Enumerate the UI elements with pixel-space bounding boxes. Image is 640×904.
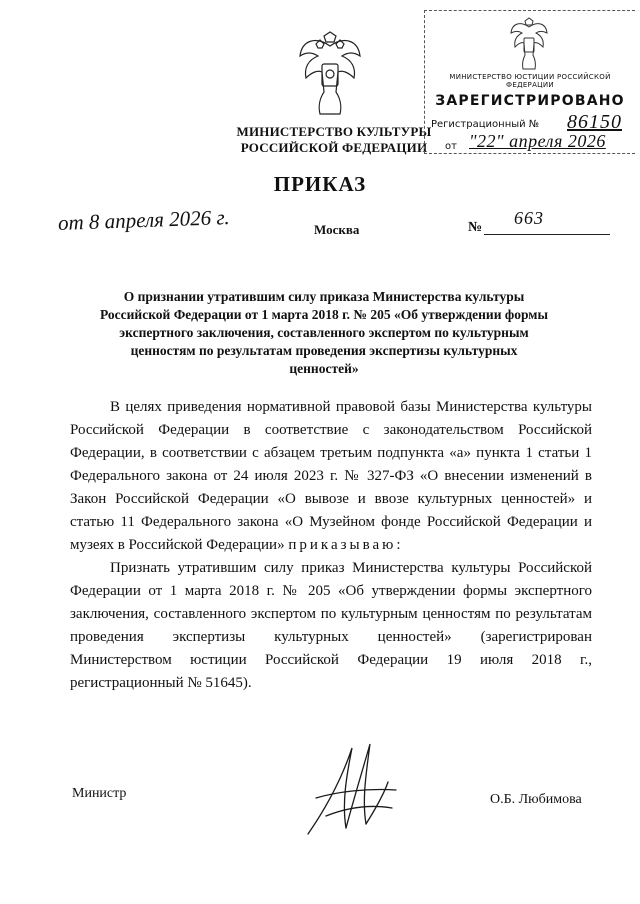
ministry-name-line-1: МИНИСТЕРСТВО КУЛЬТУРЫ: [236, 124, 432, 139]
stamp-registration-number: 86150: [567, 111, 622, 133]
stamp-registration-date: "22" апреля 2026: [469, 131, 606, 151]
document-body: [70, 396, 592, 695]
paragraph-1-text: В целях приведения нормативной правовой базы Министерства культуры Российской Федерации в соответствие с законодательством Российской Федерации, в соответствии с абзацем третьим подпункта «а» пункта 1 статьи 1 Федерального закона от 24 июля 2023 г. № 327-ФЗ «О внесении изменений в Закон Российской Федерации «О вывозе и ввозе культурных ценностей» и статью 11 Федерального закона «О Музейном фонде Российской Федерации и музеях в Российской Федерации»: [70, 399, 592, 553]
number-label: №: [468, 220, 483, 235]
stamp-registered-label: ЗАРЕГИСТРИРОВАНО: [435, 93, 625, 109]
handwritten-signature-icon: [296, 738, 406, 842]
body-paragraph-2: Признать утратившим силу приказ Министерства культуры Российской Федерации от 1 марта 2018 г. № 205 «Об утверждении формы экспертного заключения, составленного экспертом по культурным ценностям по результатам проведения экспертизы культурных ценностей» (зарегистрирован Министерством юстиции Российской Федерации 19 июля 2018 г., регистрационный № 51645).: [70, 560, 592, 691]
order-subject: О признании утратившим силу приказа Министерства культуры Российской Федерации от 1 марта 2018 г. № 205 «Об утверждении формы экспертного заключения, составленного экспертом по культурным ценностям по результатам проведения экспертизы культурных ценностей»: [100, 289, 548, 376]
stamp-from-label: от: [445, 141, 457, 152]
signer-name: О.Б. Любимова: [490, 792, 582, 807]
order-word: приказываю:: [288, 537, 404, 553]
coat-of-arms-emblem-icon: [296, 30, 364, 118]
body-paragraph-1: [70, 396, 592, 557]
city: Москва: [314, 222, 360, 237]
document-title: ПРИКАЗ: [273, 172, 367, 196]
number-underline: [484, 234, 610, 235]
order-number: 663: [514, 208, 544, 228]
order-date: от 8 апреля 2026 г.: [57, 205, 230, 235]
stamp-ministry-title: МИНИСТЕРСТВО ЮСТИЦИИ РОССИЙСКОЙ ФЕДЕРАЦИИ: [449, 73, 611, 89]
stamp-emblem-icon: [507, 17, 551, 71]
registration-stamp: [424, 10, 635, 154]
signer-title: Министр: [72, 786, 127, 801]
stamp-regnum-label: Регистрационный №: [431, 119, 540, 130]
ministry-name-line-2: РОССИЙСКОЙ ФЕДЕРАЦИИ: [240, 140, 428, 155]
